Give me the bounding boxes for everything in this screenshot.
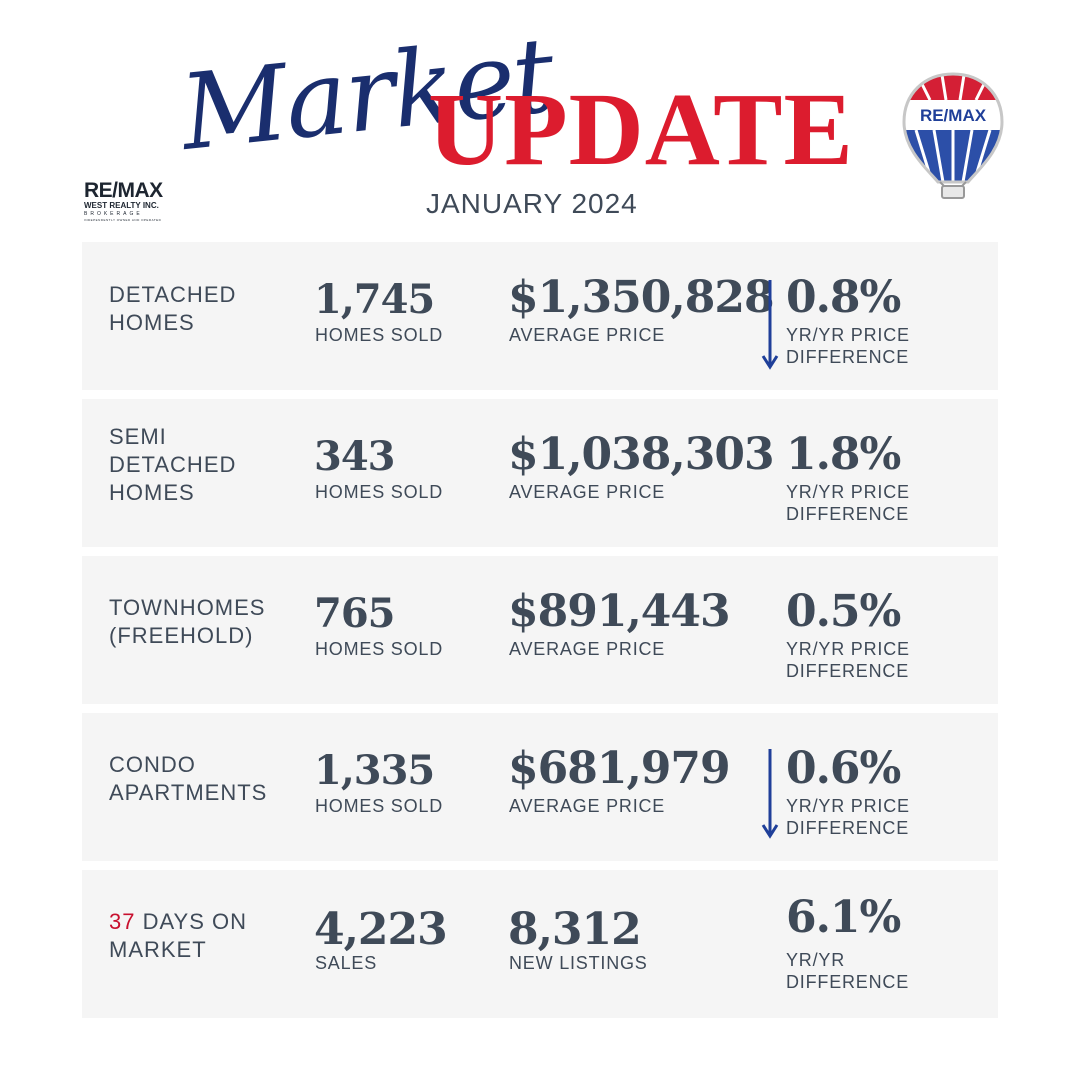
- homes-sold-value: 343: [314, 433, 395, 480]
- homes-sold-value: 765: [314, 590, 395, 637]
- price-change-value: 1.8%: [786, 429, 901, 480]
- homes-sold-label: HOMES SOLD: [315, 325, 444, 345]
- new-listings-value: 8,312: [508, 904, 641, 955]
- price-change-value: 0.5%: [786, 586, 901, 637]
- balloon-label: RE/MAX: [919, 106, 987, 125]
- average-price-label: AVERAGE PRICE: [509, 796, 666, 816]
- title-update: UPDATE: [428, 72, 854, 187]
- logo-tagline: INDEPENDENTLY OWNED AND OPERATED: [84, 217, 162, 222]
- average-price-value: $681,979: [508, 743, 730, 794]
- days-on-market-value: 37: [109, 909, 136, 934]
- days-on-market-label: 37 DAYS ON MARKET: [109, 909, 247, 962]
- average-price-label: AVERAGE PRICE: [509, 482, 666, 502]
- average-price-value: $891,443: [508, 586, 730, 637]
- average-price-label: AVERAGE PRICE: [509, 325, 666, 345]
- arrow-down-icon: [761, 280, 779, 372]
- average-price-label: AVERAGE PRICE: [509, 639, 666, 659]
- average-price-value: $1,350,828: [508, 272, 774, 323]
- title-script: Market: [175, 13, 559, 174]
- condo-apartments-card: [82, 713, 998, 861]
- yr-yr-change-label: YR/YR DIFFERENCE: [786, 950, 910, 992]
- price-change-label: YR/YR PRICE DIFFERENCE: [786, 325, 910, 367]
- price-change-label: YR/YR PRICE DIFFERENCE: [786, 639, 910, 681]
- homes-sold-value: 1,745: [314, 276, 435, 323]
- logo-brand: RE/MAX: [84, 179, 163, 202]
- homes-sold-value: 1,335: [314, 747, 435, 794]
- price-change-value: 0.8%: [786, 272, 901, 323]
- price-change-label: YR/YR PRICE DIFFERENCE: [786, 482, 910, 524]
- price-change-value: 0.6%: [786, 743, 901, 794]
- category-label: TOWNHOMES (FREEHOLD): [109, 595, 266, 648]
- new-listings-label: NEW LISTINGS: [509, 953, 648, 973]
- brokerage-logo: [84, 180, 174, 222]
- sales-value: 4,223: [314, 904, 447, 955]
- market-summary-card: [82, 870, 998, 1018]
- hot-air-balloon-icon: [898, 70, 1008, 205]
- homes-sold-label: HOMES SOLD: [315, 639, 444, 659]
- townhomes-card: [82, 556, 998, 704]
- category-label: SEMI DETACHED HOMES: [109, 424, 237, 505]
- category-label: DETACHED HOMES: [109, 282, 237, 335]
- subtitle-date: JANUARY 2024: [426, 188, 638, 219]
- detached-homes-card: [82, 242, 998, 390]
- logo-company: WEST REALTY INC.: [84, 201, 159, 210]
- logo-designation: BROKERAGE: [84, 210, 143, 217]
- price-change-label: YR/YR PRICE DIFFERENCE: [786, 796, 910, 838]
- category-label: CONDO APARTMENTS: [109, 752, 268, 805]
- arrow-down-icon: [761, 749, 779, 841]
- average-price-value: $1,038,303: [508, 429, 774, 480]
- semi-detached-homes-card: [82, 399, 998, 547]
- homes-sold-label: HOMES SOLD: [315, 796, 444, 816]
- homes-sold-label: HOMES SOLD: [315, 482, 444, 502]
- sales-label: SALES: [315, 953, 378, 973]
- yr-yr-change-value: 6.1%: [786, 892, 901, 943]
